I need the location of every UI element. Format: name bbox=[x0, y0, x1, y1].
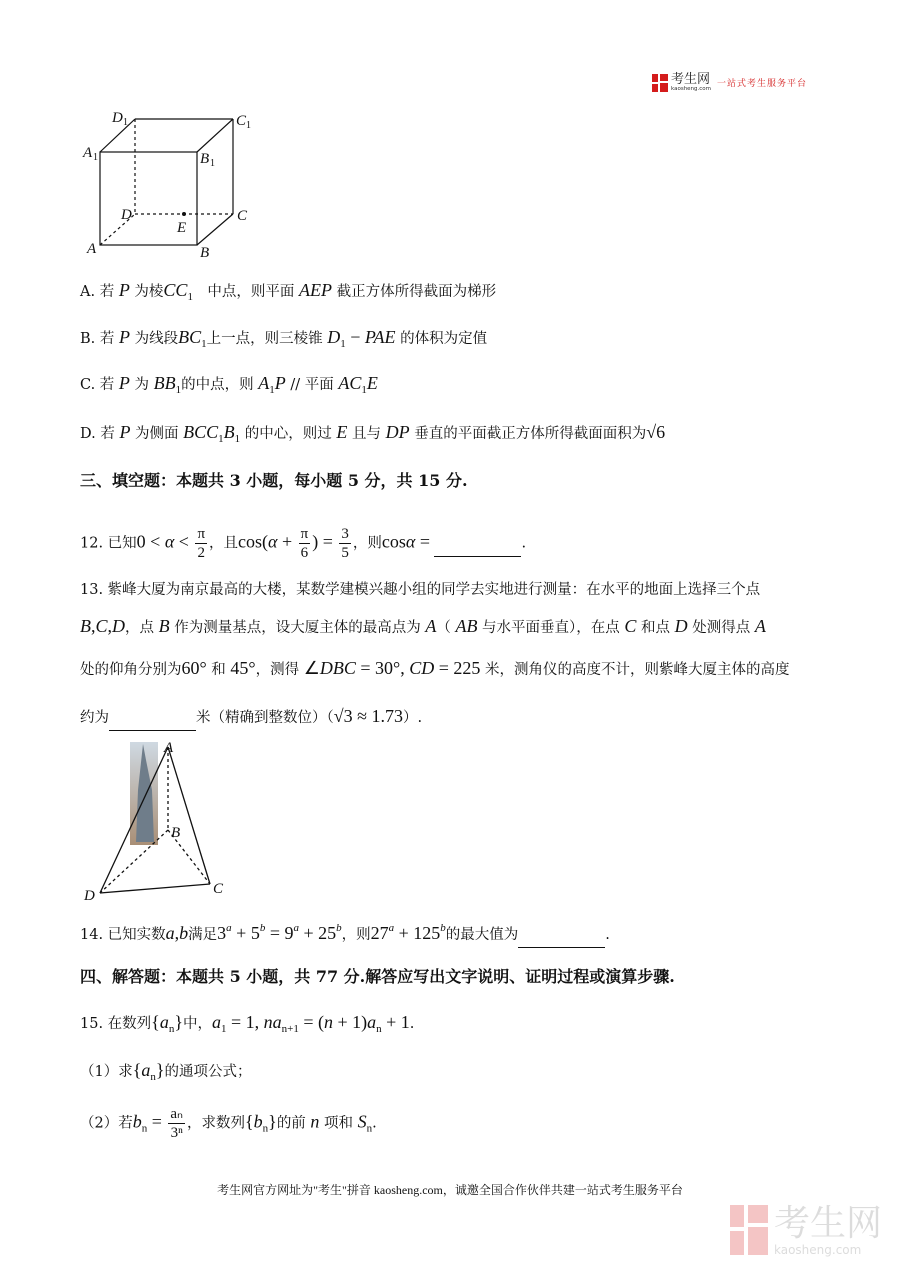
text-segment: 13. 紫峰大厦为南京最高的大楼，某数学建模兴趣小组的同学去实地进行测量：在水平的地面上选择三个点 bbox=[80, 582, 761, 598]
math-expression: = 30°, bbox=[355, 658, 410, 678]
math-subscript: n bbox=[150, 1071, 156, 1083]
label-e: E bbox=[177, 220, 187, 236]
text-segment: 和 bbox=[206, 662, 231, 678]
question-14 bbox=[80, 916, 610, 948]
text-segment: 中点，则平面 bbox=[192, 284, 300, 300]
math-subscript: 1 bbox=[220, 1023, 227, 1035]
math-variable: BC bbox=[178, 327, 202, 347]
math-variable: n bbox=[310, 1111, 320, 1132]
text-segment: 截正方体所得截面为梯形 bbox=[332, 284, 497, 300]
logo-domain: kaosheng.com bbox=[671, 86, 712, 92]
question-13-line-2 bbox=[80, 614, 766, 640]
site-logo[interactable] bbox=[652, 73, 807, 92]
math-subscript: n bbox=[168, 1023, 175, 1035]
text-segment: 的中点，则 bbox=[181, 377, 259, 393]
math-variable: b bbox=[179, 923, 189, 943]
text-segment: 的体积为定值 bbox=[395, 331, 488, 347]
math-expression: 45° bbox=[230, 658, 256, 678]
math-variable: P bbox=[118, 327, 130, 347]
pyramid-figure bbox=[0, 730, 260, 910]
math-subscript: 1 bbox=[175, 384, 182, 396]
text-segment: 15. 在数列 bbox=[80, 1016, 152, 1032]
text-segment: （ bbox=[436, 620, 456, 636]
math-variable: a bbox=[367, 1012, 377, 1032]
text-segment: 的最大值为 bbox=[445, 927, 519, 943]
math-variable: a bbox=[159, 1012, 169, 1032]
math-variable: D bbox=[112, 616, 126, 636]
question-15-part-1 bbox=[80, 1058, 252, 1089]
math-variable: b bbox=[253, 1111, 263, 1132]
math-expression: } bbox=[155, 1060, 165, 1080]
math-expression: + 125 bbox=[394, 923, 441, 943]
math-variable: AEP bbox=[299, 280, 333, 300]
question-15-stem bbox=[80, 1010, 414, 1041]
math-variable: C bbox=[95, 616, 108, 636]
math-expression: { bbox=[151, 1012, 160, 1032]
text-segment: 三、填空题：本题共 3 小题，每小题 5 分，共 15 分. bbox=[80, 471, 468, 490]
math-expression: 27 bbox=[370, 923, 389, 943]
text-segment: ，则 bbox=[352, 535, 382, 552]
math-variable: DP bbox=[385, 422, 410, 442]
math-variable: P bbox=[118, 280, 130, 300]
math-variable: AB bbox=[455, 616, 478, 636]
label-d: D bbox=[121, 207, 132, 223]
text-segment: ，且 bbox=[209, 535, 239, 552]
label-a: A bbox=[164, 740, 174, 756]
math-expression: = bbox=[147, 1111, 167, 1132]
option-c bbox=[80, 371, 378, 402]
math-fraction bbox=[168, 1105, 185, 1142]
math-expression: { bbox=[132, 1060, 142, 1080]
section-4-heading bbox=[80, 965, 675, 989]
label-d1-subscript: 1 bbox=[123, 117, 128, 128]
math-expression: } bbox=[174, 1012, 183, 1032]
question-12 bbox=[80, 525, 526, 562]
text-segment: 为侧面 bbox=[130, 426, 184, 442]
math-superscript: a bbox=[226, 922, 232, 934]
math-variable: α bbox=[268, 531, 278, 552]
text-segment: ，点 bbox=[125, 620, 159, 636]
math-variable: DBC bbox=[319, 658, 356, 678]
math-subscript: 1 bbox=[361, 384, 367, 396]
answer-blank bbox=[109, 706, 196, 731]
text-segment: 14. 已知实数 bbox=[80, 927, 166, 943]
text-segment: ）. bbox=[403, 710, 423, 726]
text-segment: 约为 bbox=[80, 710, 109, 726]
math-variable: A bbox=[754, 616, 766, 636]
text-segment: ，测得 bbox=[255, 662, 304, 678]
option-b bbox=[80, 325, 487, 356]
label-c: C bbox=[237, 208, 248, 224]
math-subscript: 1 bbox=[218, 433, 224, 445]
text-segment: 处的仰角分别为 bbox=[80, 662, 182, 678]
text-segment: 为棱 bbox=[129, 284, 164, 300]
math-expression: ∠ bbox=[303, 658, 320, 678]
text-segment: B. 若 bbox=[80, 331, 119, 347]
math-variable: a bbox=[211, 1012, 221, 1032]
text-segment: A. 若 bbox=[80, 284, 119, 300]
math-expression: { bbox=[245, 1111, 254, 1132]
text-segment: 处测得点 bbox=[687, 620, 755, 636]
text-segment: 米，测角仪的高度不计，则紫峰大厦主体的高度 bbox=[480, 662, 790, 678]
cube-figure bbox=[0, 0, 300, 270]
text-segment: 满足 bbox=[188, 927, 218, 943]
logo-mark-icon bbox=[652, 74, 668, 92]
label-b: B bbox=[200, 245, 210, 261]
text-segment: （1）求 bbox=[80, 1064, 133, 1080]
math-variable: BCC bbox=[183, 422, 219, 442]
label-c: C bbox=[213, 881, 224, 897]
math-expression: , bbox=[91, 616, 96, 636]
math-expression: = 225 bbox=[434, 658, 481, 678]
math-expression: + 5 bbox=[231, 923, 260, 943]
math-superscript: b bbox=[259, 922, 266, 934]
text-segment: 且与 bbox=[347, 426, 386, 442]
math-variable: PAE bbox=[364, 327, 396, 347]
math-variable: D bbox=[674, 616, 688, 636]
text-segment: 的前 bbox=[276, 1115, 311, 1132]
math-variable: E bbox=[336, 422, 348, 442]
text-segment: ，求数列 bbox=[187, 1115, 246, 1132]
math-expression: − bbox=[345, 327, 365, 347]
math-expression: < bbox=[174, 531, 194, 552]
math-expression: } bbox=[268, 1111, 277, 1132]
text-segment: . bbox=[605, 927, 610, 943]
math-variable: CD bbox=[409, 658, 435, 678]
fraction-numerator: 3 bbox=[341, 526, 349, 542]
logo-name: 考生网 bbox=[671, 72, 711, 87]
text-segment: ，则 bbox=[341, 927, 371, 943]
text-segment: . bbox=[409, 1016, 415, 1032]
label-c1: C bbox=[236, 113, 247, 129]
math-variable: CC bbox=[163, 280, 188, 300]
math-subscript: 1 bbox=[269, 384, 275, 396]
math-expression: , bbox=[174, 923, 180, 943]
logo-slogan: 一站式考生服务平台 bbox=[717, 79, 808, 89]
math-variable: B bbox=[223, 422, 235, 442]
text-segment: （2）若 bbox=[80, 1115, 133, 1132]
question-13-line-3 bbox=[80, 656, 790, 682]
math-fraction bbox=[339, 525, 351, 562]
text-segment: 中， bbox=[182, 1016, 212, 1032]
math-variable: C bbox=[624, 616, 637, 636]
math-variable: α bbox=[405, 531, 416, 552]
watermark-domain: kaosheng.com bbox=[774, 1243, 862, 1257]
math-variable: A bbox=[425, 616, 437, 636]
footer-text: 考生网官方网址为"考生"拼音 kaosheng.com，诚邀全国合作伙伴共建一站式考生服务平台 bbox=[217, 1183, 683, 1197]
fraction-denominator: 5 bbox=[341, 545, 349, 561]
math-expression: + 25 bbox=[298, 923, 337, 943]
text-segment: 为 bbox=[129, 377, 154, 393]
text-segment: 项和 bbox=[319, 1115, 358, 1132]
question-15-part-2 bbox=[80, 1105, 377, 1142]
math-variable: P bbox=[119, 422, 131, 442]
math-subscript: 1 bbox=[234, 433, 241, 445]
text-segment: 的通项公式； bbox=[164, 1064, 252, 1080]
text-segment: 米（精确到整数位）（ bbox=[196, 710, 334, 726]
math-variable: AC bbox=[338, 373, 362, 393]
label-b1: B bbox=[200, 151, 210, 167]
question-13-line-1 bbox=[80, 578, 760, 602]
math-expression: + 1) bbox=[332, 1012, 368, 1032]
math-superscript: b bbox=[440, 922, 446, 934]
math-expression: ) = bbox=[312, 531, 338, 552]
math-variable: P bbox=[118, 373, 130, 393]
answer-blank bbox=[518, 923, 605, 948]
fraction-denominator: 3ⁿ bbox=[170, 1125, 183, 1141]
text-segment: 与水平面垂直），在点 bbox=[477, 620, 625, 636]
text-segment: 垂直的平面截正方体所得截面面积为 bbox=[409, 426, 647, 442]
math-expression: , bbox=[107, 616, 113, 636]
math-variable: BB bbox=[153, 373, 176, 393]
fraction-numerator: π bbox=[197, 526, 206, 542]
math-expression: 0 < bbox=[136, 531, 165, 552]
text-segment: . bbox=[372, 1115, 377, 1132]
fraction-numerator: aₙ bbox=[170, 1106, 184, 1122]
question-13-line-4 bbox=[80, 704, 422, 731]
math-expression: = bbox=[415, 531, 435, 552]
math-expression: = 9 bbox=[265, 923, 294, 943]
math-variable: S bbox=[357, 1111, 367, 1132]
text-segment: 四、解答题：本题共 5 小题，共 77 分.解答应写出文字说明、证明过程或演算步骤. bbox=[80, 967, 675, 986]
text-segment: 和点 bbox=[636, 620, 675, 636]
label-a: A bbox=[87, 241, 97, 257]
math-variable: n bbox=[323, 1012, 333, 1032]
label-d: D bbox=[84, 888, 95, 904]
answer-blank bbox=[434, 532, 521, 557]
text-segment: C. 若 bbox=[80, 377, 119, 393]
text-segment: // 平面 bbox=[285, 377, 339, 393]
math-subscript: n bbox=[141, 1122, 148, 1135]
math-expression: 3 bbox=[217, 923, 227, 943]
math-fraction bbox=[299, 525, 311, 562]
math-expression: cos( bbox=[238, 531, 269, 552]
math-expression: + 1 bbox=[381, 1012, 410, 1032]
building-photo bbox=[130, 742, 158, 845]
math-subscript: n bbox=[376, 1023, 382, 1035]
math-subscript: n bbox=[262, 1122, 269, 1135]
math-variable: P bbox=[274, 373, 286, 393]
option-d bbox=[80, 420, 665, 451]
watermark-mark-icon bbox=[730, 1205, 768, 1255]
math-superscript: a bbox=[388, 922, 395, 934]
math-expression: = 1, bbox=[226, 1012, 264, 1032]
math-variable: B bbox=[80, 616, 91, 636]
math-expression: cos bbox=[381, 531, 406, 552]
label-b1-subscript: 1 bbox=[210, 158, 215, 169]
fraction-denominator: 6 bbox=[300, 545, 309, 561]
math-subscript: n bbox=[366, 1122, 373, 1135]
text-segment: 的中心，则过 bbox=[240, 426, 337, 442]
math-expression: √3 ≈ 1.73 bbox=[333, 706, 404, 726]
section-3-heading bbox=[80, 469, 468, 493]
math-variable: na bbox=[263, 1012, 282, 1032]
fraction-denominator: 2 bbox=[197, 545, 205, 561]
math-superscript: a bbox=[293, 922, 299, 934]
watermark-logo bbox=[730, 1205, 882, 1257]
math-expression: √6 bbox=[646, 422, 666, 442]
label-b: B bbox=[171, 825, 181, 841]
math-variable: α bbox=[164, 531, 175, 552]
text-segment: . bbox=[521, 535, 527, 552]
math-variable: D bbox=[327, 327, 341, 347]
math-subscript: 1 bbox=[187, 291, 193, 303]
watermark-name: 考生网 bbox=[774, 1203, 883, 1244]
label-d1: D bbox=[112, 110, 123, 126]
math-variable: A bbox=[258, 373, 270, 393]
option-a bbox=[80, 278, 496, 309]
math-expression: = ( bbox=[298, 1012, 324, 1032]
math-subscript: 1 bbox=[340, 338, 346, 350]
math-variable: E bbox=[366, 373, 378, 393]
label-a1: A bbox=[83, 145, 93, 161]
text-segment: D. 若 bbox=[80, 426, 120, 442]
text-segment: 为线段 bbox=[129, 331, 179, 347]
label-a1-subscript: 1 bbox=[93, 152, 98, 163]
math-subscript: n+1 bbox=[281, 1023, 299, 1035]
math-fraction bbox=[195, 525, 207, 562]
fraction-numerator: π bbox=[300, 526, 309, 542]
label-c1-subscript: 1 bbox=[246, 120, 251, 131]
math-variable: a bbox=[165, 923, 175, 943]
math-expression: + bbox=[277, 531, 297, 552]
math-expression: 60° bbox=[181, 658, 207, 678]
text-segment: 上一点，则三棱锥 bbox=[206, 331, 328, 347]
math-variable: b bbox=[132, 1111, 142, 1132]
math-subscript: 1 bbox=[201, 338, 207, 350]
math-variable: a bbox=[141, 1060, 151, 1080]
text-segment: 12. 已知 bbox=[80, 535, 137, 552]
math-superscript: b bbox=[336, 922, 342, 934]
math-variable: B bbox=[158, 616, 170, 636]
point-e bbox=[182, 212, 186, 216]
text-segment: 作为测量基点，设大厦主体的最高点为 bbox=[169, 620, 426, 636]
